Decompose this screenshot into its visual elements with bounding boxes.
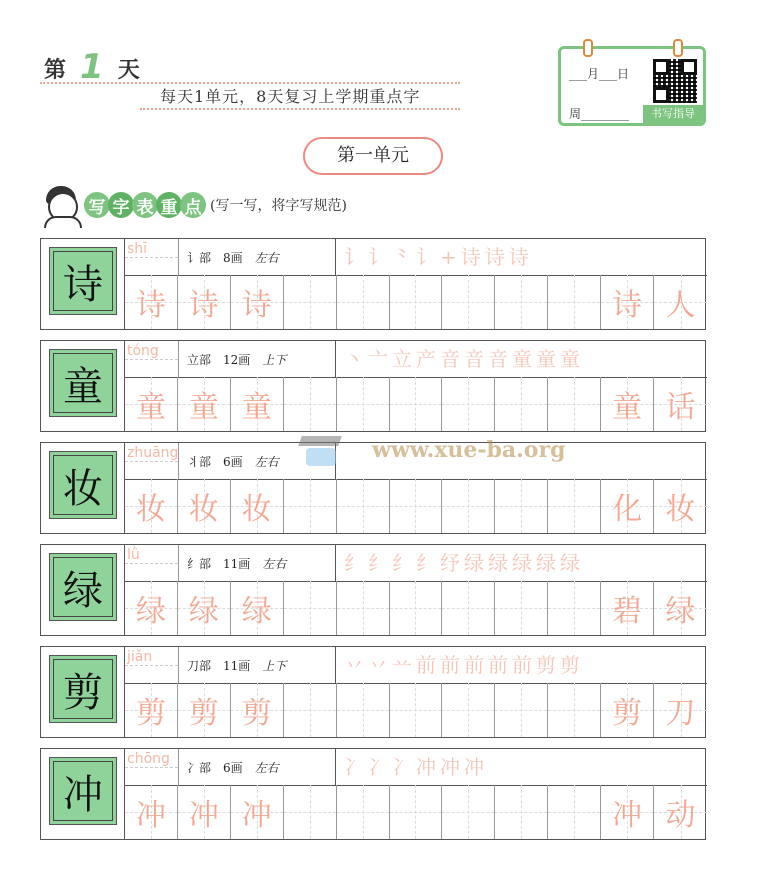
- stroke-order: 丷丷䒑前前前前前剪剪: [335, 647, 584, 683]
- trace-char: 绿: [188, 594, 219, 629]
- trace-char: 化: [612, 492, 643, 527]
- writing-cell[interactable]: [284, 683, 337, 737]
- child-avatar-icon: [38, 184, 82, 226]
- writing-cell[interactable]: [601, 479, 654, 533]
- trace-char: 童: [612, 390, 643, 425]
- pinyin: zhuāng: [125, 443, 179, 479]
- graduation-cap-icon: [296, 430, 344, 470]
- writing-cell[interactable]: [601, 785, 654, 839]
- stroke-count: 6画: [223, 761, 243, 775]
- writing-cell[interactable]: [390, 683, 443, 737]
- writing-cell[interactable]: [654, 581, 707, 635]
- writing-cell[interactable]: [442, 581, 495, 635]
- char-info: [124, 341, 707, 378]
- radical: 丬部: [187, 455, 212, 469]
- practice-row: [40, 238, 706, 330]
- date-card: [558, 46, 706, 126]
- trace-char: 动: [665, 798, 696, 833]
- writing-cell[interactable]: [390, 377, 443, 431]
- pinyin: tóng: [125, 341, 179, 377]
- month-day-field[interactable]: ___月___日: [569, 67, 630, 81]
- writing-cell[interactable]: [284, 275, 337, 329]
- section-heading: [38, 184, 347, 226]
- calendar-ring-icon: [583, 39, 593, 57]
- trace-char: 妆: [135, 492, 166, 527]
- calendar-ring-icon: [673, 39, 683, 57]
- writing-cell[interactable]: [178, 683, 231, 737]
- trace-char: 冲: [188, 798, 219, 833]
- char-meta: [187, 759, 291, 776]
- trace-char: 冲: [612, 798, 643, 833]
- writing-cell[interactable]: [495, 683, 548, 737]
- trace-char: 妆: [241, 492, 272, 527]
- trace-char: 绿: [135, 594, 166, 629]
- trace-char: 童: [135, 390, 166, 425]
- trace-char: 人: [665, 288, 696, 323]
- trace-char: 冲: [241, 798, 272, 833]
- practice-row: [40, 544, 706, 636]
- day-title: [44, 47, 140, 87]
- trace-char: 剪: [612, 696, 643, 731]
- trace-char: 冲: [135, 798, 166, 833]
- trace-char: 童: [241, 390, 272, 425]
- writing-cell[interactable]: [654, 683, 707, 737]
- writing-cell[interactable]: [337, 479, 390, 533]
- radical: 讠部: [187, 251, 212, 265]
- stroke-order: 纟纟纟纟纾绿绿绿绿绿: [335, 545, 584, 581]
- qr-code-icon[interactable]: [653, 59, 697, 103]
- writing-cell[interactable]: [495, 581, 548, 635]
- writing-cell[interactable]: [548, 785, 601, 839]
- badge-char: 字: [108, 192, 134, 218]
- char-meta: [187, 657, 298, 674]
- writing-cell[interactable]: [125, 377, 178, 431]
- char-meta: [187, 555, 298, 572]
- practice-row: [40, 340, 706, 432]
- writing-cell[interactable]: [390, 479, 443, 533]
- stroke-count: 11画: [223, 557, 251, 571]
- writing-cell[interactable]: [442, 377, 495, 431]
- writing-cell[interactable]: [231, 479, 284, 533]
- radical: 立部: [187, 353, 212, 367]
- trace-char: 碧: [612, 594, 643, 629]
- trace-char: 妆: [188, 492, 219, 527]
- writing-grid: [124, 581, 707, 635]
- writing-grid: [124, 275, 707, 329]
- writing-cell[interactable]: [654, 785, 707, 839]
- writing-cell[interactable]: [390, 275, 443, 329]
- writing-cell[interactable]: [601, 275, 654, 329]
- trace-char: 剪: [188, 696, 219, 731]
- writing-cell[interactable]: [178, 785, 231, 839]
- stroke-order: 讠讠⺀讠+诗诗诗: [335, 239, 533, 275]
- trace-char: 话: [665, 390, 696, 425]
- writing-cell[interactable]: [231, 785, 284, 839]
- writing-cell[interactable]: [231, 581, 284, 635]
- writing-cell[interactable]: [495, 275, 548, 329]
- writing-cell[interactable]: [548, 479, 601, 533]
- section-badge: [84, 192, 204, 218]
- trace-char: 诗: [241, 288, 272, 323]
- structure: 左右: [254, 251, 279, 265]
- char-meta: [187, 453, 291, 470]
- trace-char: 诗: [188, 288, 219, 323]
- writing-cell[interactable]: [284, 377, 337, 431]
- writing-cell[interactable]: [284, 581, 337, 635]
- model-char: 绿: [53, 557, 113, 617]
- char-info: [124, 647, 707, 684]
- char-info: [124, 239, 707, 276]
- writing-cell[interactable]: [178, 479, 231, 533]
- stroke-count: 12画: [223, 353, 251, 367]
- trace-char: 剪: [241, 696, 272, 731]
- writing-cell[interactable]: [654, 275, 707, 329]
- writing-cell[interactable]: [495, 785, 548, 839]
- structure: 左右: [262, 557, 287, 571]
- writing-cell[interactable]: [390, 785, 443, 839]
- section-note: (写一写，将字写规范): [210, 198, 347, 214]
- stroke-order: 丶亠立产音音音童童童: [335, 341, 584, 377]
- model-char: 诗: [53, 251, 113, 311]
- writing-cell[interactable]: [442, 785, 495, 839]
- model-char-box: [49, 451, 117, 519]
- badge-char: 写: [84, 192, 110, 218]
- badge-char: 重: [156, 192, 182, 218]
- writing-cell[interactable]: [601, 377, 654, 431]
- char-meta: [187, 249, 291, 266]
- writing-cell[interactable]: [548, 275, 601, 329]
- watermark-text: www.xue-ba.org: [372, 437, 566, 463]
- writing-cell[interactable]: [390, 581, 443, 635]
- model-char: 妆: [53, 455, 113, 515]
- watermark: [296, 430, 565, 470]
- structure: 上下: [262, 353, 287, 367]
- stroke-count: 11画: [223, 659, 251, 673]
- writing-grid: [124, 785, 707, 839]
- badge-char: 表: [132, 192, 158, 218]
- pinyin: chōng: [125, 749, 179, 785]
- writing-cell[interactable]: [178, 275, 231, 329]
- writing-cell[interactable]: [125, 275, 178, 329]
- writing-cell[interactable]: [231, 377, 284, 431]
- trace-char: 妆: [665, 492, 696, 527]
- structure: 上下: [262, 659, 287, 673]
- writing-grid: [124, 683, 707, 737]
- trace-char: 诗: [612, 288, 643, 323]
- writing-cell[interactable]: [337, 581, 390, 635]
- writing-grid: [124, 377, 707, 431]
- writing-cell[interactable]: [337, 377, 390, 431]
- writing-cell[interactable]: [442, 683, 495, 737]
- pinyin: jiǎn: [125, 647, 179, 683]
- writing-cell[interactable]: [231, 275, 284, 329]
- char-info: [124, 749, 707, 786]
- writing-cell[interactable]: [284, 785, 337, 839]
- writing-cell[interactable]: [125, 785, 178, 839]
- model-char-box: [49, 655, 117, 723]
- writing-grid: [124, 479, 707, 533]
- trace-char: 剪: [135, 696, 166, 731]
- writing-guide-label: 书写指导: [643, 105, 703, 123]
- pinyin: shī: [125, 239, 179, 275]
- writing-cell[interactable]: [125, 683, 178, 737]
- dotted-divider: [140, 108, 460, 110]
- writing-cell[interactable]: [178, 581, 231, 635]
- model-char-box: [49, 553, 117, 621]
- writing-cell[interactable]: [548, 377, 601, 431]
- stroke-order: 冫冫冫冲冲冲: [335, 749, 488, 785]
- trace-char: 绿: [665, 594, 696, 629]
- day-suffix: 天: [117, 58, 140, 83]
- writing-cell[interactable]: [125, 479, 178, 533]
- writing-cell[interactable]: [654, 479, 707, 533]
- week-field[interactable]: 周________: [569, 107, 630, 121]
- badge-char: 点: [180, 192, 206, 218]
- model-char-box: [49, 247, 117, 315]
- trace-char: 童: [188, 390, 219, 425]
- model-char: 剪: [53, 659, 113, 719]
- writing-cell[interactable]: [337, 275, 390, 329]
- trace-char: 诗: [135, 288, 166, 323]
- writing-cell[interactable]: [284, 479, 337, 533]
- day-number: 1: [80, 47, 104, 87]
- writing-cell[interactable]: [601, 581, 654, 635]
- radical: 冫部: [187, 761, 212, 775]
- model-char-box: [49, 349, 117, 417]
- writing-cell[interactable]: [654, 377, 707, 431]
- radical: 纟部: [187, 557, 212, 571]
- model-char: 冲: [53, 761, 113, 821]
- writing-cell[interactable]: [601, 683, 654, 737]
- structure: 左右: [254, 455, 279, 469]
- writing-cell[interactable]: [495, 479, 548, 533]
- writing-cell[interactable]: [442, 479, 495, 533]
- practice-row: [40, 748, 706, 840]
- char-meta: [187, 351, 298, 368]
- radical: 刀部: [187, 659, 212, 673]
- writing-cell[interactable]: [495, 377, 548, 431]
- model-char: 童: [53, 353, 113, 413]
- stroke-count: 8画: [223, 251, 243, 265]
- writing-cell[interactable]: [125, 581, 178, 635]
- unit-title: 第一单元: [303, 137, 443, 175]
- structure: 左右: [254, 761, 279, 775]
- writing-cell[interactable]: [337, 785, 390, 839]
- writing-cell[interactable]: [178, 377, 231, 431]
- model-char-box: [49, 757, 117, 825]
- trace-char: 刀: [665, 696, 696, 731]
- trace-char: 绿: [241, 594, 272, 629]
- writing-cell[interactable]: [548, 581, 601, 635]
- pinyin: lǜ: [125, 545, 179, 581]
- subtitle: 每天1单元，8天复习上学期重点字: [160, 87, 421, 106]
- char-info: [124, 545, 707, 582]
- writing-cell[interactable]: [548, 683, 601, 737]
- stroke-count: 6画: [223, 455, 243, 469]
- practice-row: [40, 646, 706, 738]
- writing-cell[interactable]: [442, 275, 495, 329]
- day-prefix: 第: [44, 58, 67, 83]
- writing-cell[interactable]: [337, 683, 390, 737]
- writing-cell[interactable]: [231, 683, 284, 737]
